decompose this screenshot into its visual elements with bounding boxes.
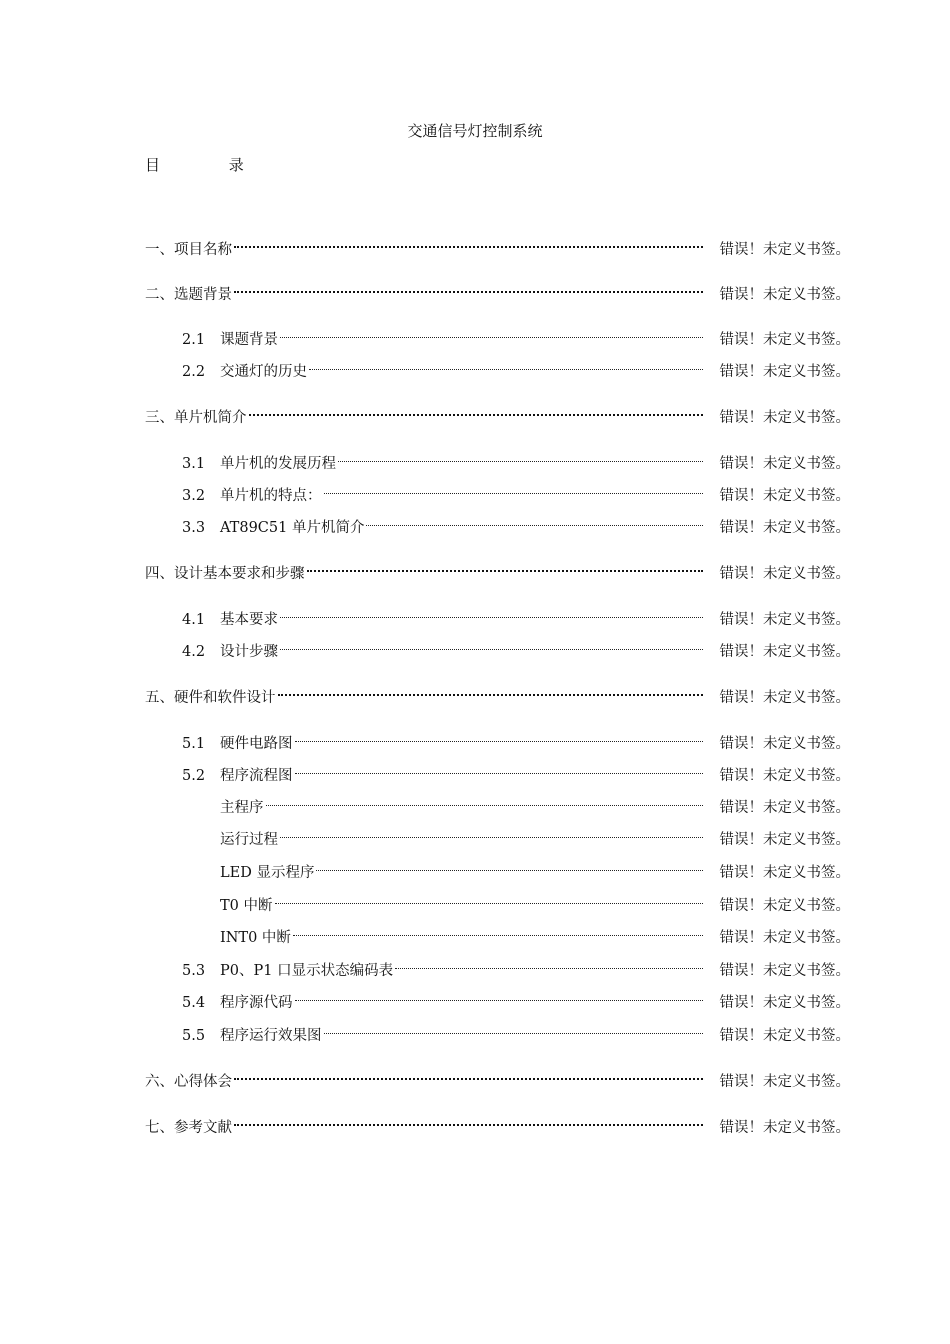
toc-dot-leader [324, 1018, 704, 1040]
toc-entry-number: 3.1 [182, 456, 206, 472]
toc-entry-page: 错误！未定义书签。 [719, 364, 850, 380]
toc-entry-page: 错误！未定义书签。 [719, 1028, 850, 1044]
toc-entry-label: 基本要求 [220, 612, 278, 628]
toc-entry-number: 5.2 [182, 768, 206, 784]
toc-dot-leader [338, 446, 703, 468]
toc-entry-number: 5.3 [182, 963, 206, 979]
toc-entry-label: 课题背景 [220, 332, 278, 348]
toc-entry-label: 六、心得体会 [145, 1074, 232, 1090]
toc-entry-number: 2.2 [182, 364, 206, 380]
toc-entry-page: 错误！未定义书签。 [719, 690, 850, 706]
toc-entry-label: 单片机的发展历程 [220, 456, 336, 472]
toc-entry-number: 5.4 [182, 995, 206, 1011]
toc-entry-page: 错误！未定义书签。 [719, 410, 850, 426]
toc-entry-number: 4.2 [182, 644, 206, 660]
toc-entry-page: 错误！未定义书签。 [719, 963, 850, 979]
toc-entry[interactable] [145, 985, 850, 1011]
toc-entry-label: 运行过程 [220, 832, 278, 848]
toc-entry[interactable] [145, 1018, 850, 1044]
toc-entry[interactable] [145, 446, 850, 472]
toc-dot-leader [280, 322, 703, 344]
toc-dot-leader [316, 855, 703, 877]
toc-dot-leader [324, 478, 704, 500]
toc-entry[interactable] [145, 602, 850, 628]
toc-entry-label: 程序运行效果图 [220, 1028, 322, 1044]
toc-entry-number: 5.1 [182, 736, 206, 752]
toc-entry-page: 错误！未定义书签。 [719, 520, 850, 536]
toc-entry-label: AT89C51 单片机简介 [220, 520, 365, 536]
toc-dot-leader [307, 556, 704, 578]
toc-entry[interactable] [145, 822, 850, 848]
toc-entry-label: 交通灯的历史 [220, 364, 307, 380]
toc-entry[interactable] [145, 680, 850, 706]
toc-dot-leader [280, 822, 703, 844]
toc-entry-number: 5.5 [182, 1028, 206, 1044]
toc-entry-page: 错误！未定义书签。 [719, 800, 850, 816]
toc-entry-page: 错误！未定义书签。 [719, 898, 850, 914]
toc-entry-label: 三、单片机简介 [145, 410, 247, 426]
toc-entry-label: 一、项目名称 [145, 242, 232, 258]
toc-entry-page: 错误！未定义书签。 [719, 488, 850, 504]
toc-entry[interactable] [145, 400, 850, 426]
toc-dot-leader [295, 985, 704, 1007]
toc-dot-leader [234, 1064, 703, 1086]
toc-heading: 目 录 [145, 156, 276, 174]
toc-entry-page: 错误！未定义书签。 [719, 242, 850, 258]
toc-entry-page: 错误！未定义书签。 [719, 865, 850, 881]
toc-entry-number: 4.1 [182, 612, 206, 628]
toc-entry[interactable] [145, 1064, 850, 1090]
toc-entry-label: 二、选题背景 [145, 287, 232, 303]
toc-dot-leader [266, 790, 704, 812]
toc-entry-page: 错误！未定义书签。 [719, 995, 850, 1011]
toc-entry-label: 七、参考文献 [145, 1120, 232, 1136]
toc-entry[interactable] [145, 556, 850, 582]
toc-dot-leader [234, 232, 703, 254]
toc-dot-leader [278, 680, 704, 702]
toc-entry-number: 3.3 [182, 520, 206, 536]
toc-entry[interactable] [145, 478, 850, 504]
toc-entry-label: LED 显示程序 [220, 865, 315, 881]
toc-entry-page: 错误！未定义书签。 [719, 1074, 850, 1090]
toc-entry[interactable] [145, 634, 850, 660]
toc-entry-label: INT0 中断 [220, 930, 291, 946]
toc-entry-number: 3.2 [182, 488, 206, 504]
toc-entry[interactable] [145, 510, 850, 536]
toc-entry-page: 错误！未定义书签。 [719, 736, 850, 752]
toc-entry-label: 设计步骤 [220, 644, 278, 660]
toc-entry-page: 错误！未定义书签。 [719, 644, 850, 660]
toc-entry[interactable] [145, 277, 850, 303]
toc-dot-leader [249, 400, 704, 422]
toc-entry[interactable] [145, 322, 850, 348]
toc-entry-label: T0 中断 [220, 898, 273, 914]
toc-entry-label: 硬件电路图 [220, 736, 293, 752]
toc-entry[interactable] [145, 354, 850, 380]
toc-dot-leader [234, 277, 703, 299]
toc-entry-label: 程序源代码 [220, 995, 293, 1011]
toc-dot-leader [295, 758, 704, 780]
toc-dot-leader [275, 888, 703, 910]
toc-entry[interactable] [145, 726, 850, 752]
toc-entry-label: 单片机的特点： [220, 488, 322, 504]
toc-entry-page: 错误！未定义书签。 [719, 456, 850, 472]
toc-entry-page: 错误！未定义书签。 [719, 832, 850, 848]
toc-dot-leader [280, 602, 703, 624]
toc-entry-page: 错误！未定义书签。 [719, 332, 850, 348]
toc-entry-number: 2.1 [182, 332, 206, 348]
toc-entry[interactable] [145, 758, 850, 784]
toc-entry-page: 错误！未定义书签。 [719, 612, 850, 628]
toc-dot-leader [234, 1110, 703, 1132]
toc-dot-leader [395, 953, 703, 975]
toc-dot-leader [295, 726, 704, 748]
toc-entry-label: 四、设计基本要求和步骤 [145, 566, 305, 582]
toc-entry-label: 程序流程图 [220, 768, 293, 784]
toc-dot-leader [309, 354, 703, 376]
toc-dot-leader [280, 634, 703, 656]
toc-dot-leader [366, 510, 703, 532]
toc-entry[interactable] [145, 1110, 850, 1136]
toc-entry-label: 主程序 [220, 800, 264, 816]
toc-entry-page: 错误！未定义书签。 [719, 287, 850, 303]
toc-entry-page: 错误！未定义书签。 [719, 566, 850, 582]
toc-entry[interactable] [145, 953, 850, 979]
toc-entry[interactable] [145, 888, 850, 914]
toc-entry-label: 五、硬件和软件设计 [145, 690, 276, 706]
toc-entry-page: 错误！未定义书签。 [719, 1120, 850, 1136]
toc-entry[interactable] [145, 920, 850, 946]
toc-entry[interactable] [145, 855, 850, 881]
toc-dot-leader [293, 920, 703, 942]
toc-entry[interactable] [145, 790, 850, 816]
toc-entry-page: 错误！未定义书签。 [719, 768, 850, 784]
toc-entry-label: P0、P1 口显示状态编码表 [220, 963, 394, 979]
toc-entry[interactable] [145, 232, 850, 258]
toc-entry-page: 错误！未定义书签。 [719, 930, 850, 946]
document-title: 交通信号灯控制系统 [407, 122, 543, 140]
